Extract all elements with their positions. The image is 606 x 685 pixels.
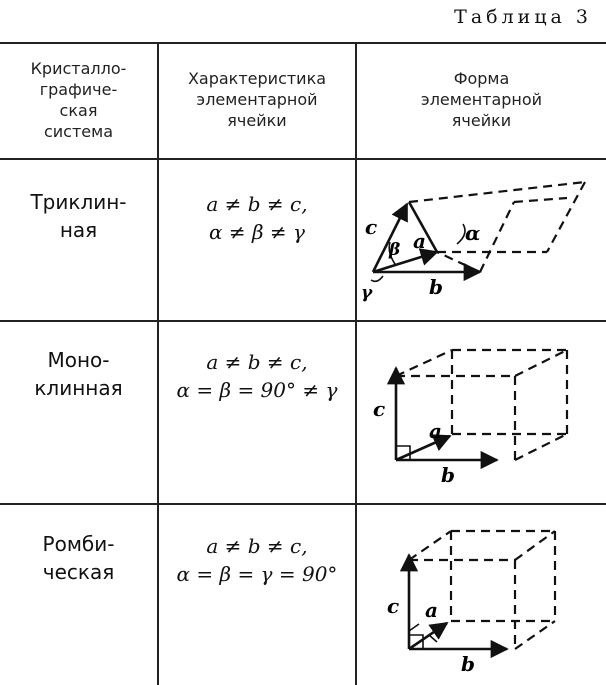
system-name-triclinic [0, 188, 157, 244]
system-name-orthorhombic [0, 530, 157, 586]
system-name-line: ческая [42, 560, 115, 584]
characteristic-triclinic [159, 190, 355, 246]
monoclinic-cell-diagram [357, 322, 606, 503]
header-line: ячейки [451, 111, 512, 130]
characteristic-monoclinic [159, 348, 355, 404]
label-alpha: α [465, 221, 481, 245]
header-line: Форма [453, 69, 510, 88]
label-c: c [373, 397, 386, 421]
table-caption: Таблица 3 [454, 6, 592, 28]
header-line: Кристалло- [30, 59, 127, 78]
header-line: графиче- [39, 80, 118, 99]
header-line: система [43, 122, 114, 141]
label-c: c [365, 215, 378, 239]
system-name-line: ная [59, 218, 98, 242]
header-cell-characteristic [159, 68, 355, 131]
label-b: b [441, 463, 455, 487]
formula-line: a ≠ b ≠ c, [206, 192, 308, 216]
header-line: ячейки [227, 111, 287, 130]
formula-line: α ≠ β ≠ γ [209, 220, 305, 244]
header-line: ская [59, 101, 98, 120]
label-c: c [387, 594, 400, 618]
header-cell-shape [357, 68, 606, 131]
system-name-line: Триклин- [30, 190, 127, 214]
header-line: элементарной [196, 90, 318, 109]
formula-line: α = β = 90° ≠ γ [176, 378, 338, 402]
triclinic-cell-diagram [357, 160, 606, 320]
system-name-line: Ромби- [42, 532, 115, 556]
table-top-border [0, 42, 606, 44]
header-line: Характеристика [187, 69, 327, 88]
formula-line: α = β = γ = 90° [176, 562, 338, 586]
label-a: a [429, 419, 442, 443]
label-gamma: γ [361, 283, 373, 303]
header-crystal-system [0, 58, 157, 142]
label-beta: β [389, 240, 401, 260]
label-b: b [461, 652, 475, 676]
system-name-line: Моно- [47, 348, 110, 372]
label-a: a [425, 598, 438, 622]
characteristic-orthorhombic [159, 532, 355, 588]
label-b: b [429, 275, 443, 299]
system-name-line: клинная [34, 376, 123, 400]
system-name-monoclinic [0, 346, 157, 402]
orthorhombic-cell-diagram [357, 505, 606, 685]
formula-line: a ≠ b ≠ c, [206, 534, 308, 558]
formula-line: a ≠ b ≠ c, [206, 350, 308, 374]
label-a: a [413, 229, 426, 253]
header-line: элементарной [420, 90, 543, 109]
